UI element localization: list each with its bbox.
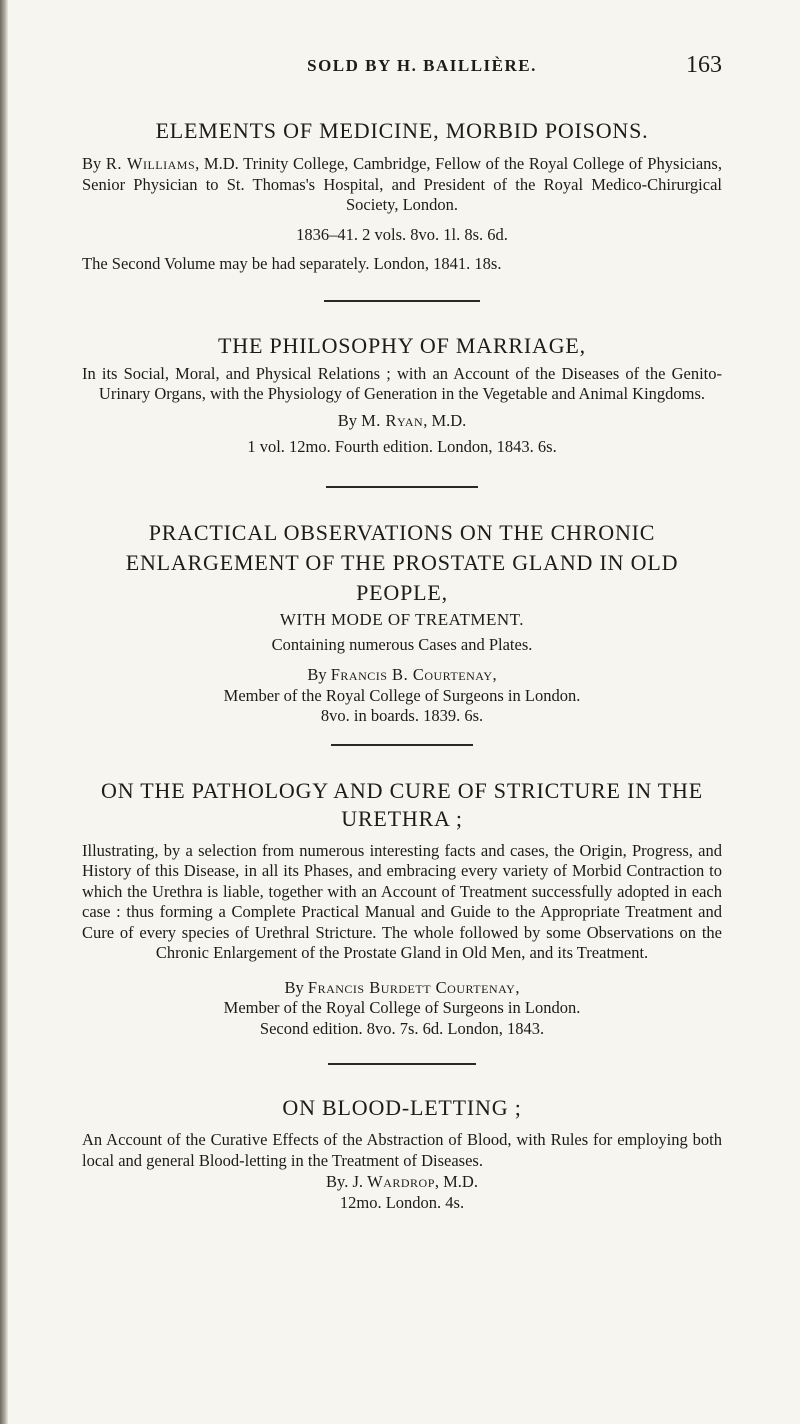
book-entry-elements-of-medicine (82, 117, 722, 275)
section-divider (328, 1063, 476, 1065)
author-credentials: , (492, 665, 497, 684)
book-title: ON THE PATHOLOGY AND CURE OF STRICTURE IN THE URETHRA ; (101, 777, 703, 831)
author-credentials: , M.D. Trinity College, Cambridge, Fellow of the Royal College of Physicians, Senior Physician to St. Thomas's Hospital, and President of the Royal Medico-Chirurgical Society, London. (82, 154, 722, 214)
volume-note: The Second Volume may be had separately. London, 1841. 18s. (82, 254, 502, 273)
author-by: By (307, 665, 331, 684)
author-name: Wardrop (367, 1172, 435, 1191)
book-title: ELEMENTS OF MEDICINE, MORBID POISONS. (155, 118, 649, 143)
book-entry-blood-letting (82, 1094, 722, 1213)
author-by: By (337, 410, 362, 430)
section-divider (324, 300, 480, 302)
section-divider (331, 744, 473, 746)
author-by: By (284, 977, 308, 997)
book-description: An Account of the Curative Effects of the Abstraction of Blood, with Rules for employing both local and general Blood-letting in the Treatment of Diseases. (82, 1130, 722, 1170)
book-subtitle: WITH MODE OF TREATMENT. (279, 609, 525, 629)
author-credentials: , (515, 977, 520, 997)
page-number: 163 (686, 52, 722, 78)
book-description: Illustrating, by a selection from numerous interesting facts and cases, the Origin, Progress, and History of this Disease, in all its Phases, and embracing every variety of Morbid Contraction to which the Urethra is liable, together with an Account of Treatment successfully adopted in each case : thus forming a Complete Practical Manual and Guide to the Appropriate Treatment and Cure of every species of Urethral Stricture. The whole followed by some Observations on the Chronic Enlargement of the Prostate Gland in Old Men, and its Treatment. (82, 840, 722, 962)
publication-details: 1836–41. 2 vols. 8vo. 1l. 8s. 6d. (296, 224, 508, 244)
book-entry-philosophy-of-marriage (82, 332, 722, 458)
book-title: ON BLOOD-LETTING ; (282, 1095, 522, 1120)
author-name: R. Williams (105, 154, 196, 173)
publication-details: 1 vol. 12mo. Fourth edition. London, 1843. 6s. (247, 437, 557, 456)
author-name: Francis Burdett Courtenay (307, 977, 516, 997)
book-description: In its Social, Moral, and Physical Relations ; with an Account of the Diseases of the Genito-Urinary Organs, with the Physiology of Generation in the Vegetable and Animal Kingdoms. (82, 363, 722, 403)
author-line (82, 1172, 722, 1193)
page-gutter-shadow (0, 0, 8, 1424)
running-head-title: SOLD BY H. BAILLIÈRE. (307, 56, 537, 75)
author-credentials: , M.D. (423, 410, 467, 430)
book-title: PRACTICAL OBSERVATIONS ON THE CHRONIC ENLARGEMENT OF THE PROSTATE GLAND IN OLD PEOPLE, (125, 519, 679, 605)
author-line (82, 665, 722, 686)
catalogue-page (82, 52, 722, 1213)
section-divider (326, 486, 478, 488)
author-block (82, 1172, 722, 1213)
author-affiliation: Member of the Royal College of Surgeons in London. (223, 998, 581, 1017)
author-line (82, 411, 722, 432)
author-line (82, 154, 722, 216)
author-name: M. Ryan (361, 410, 424, 430)
book-contents-note: Containing numerous Cases and Plates. (271, 634, 533, 654)
author-affiliation: Member of the Royal College of Surgeons in London. (223, 685, 581, 705)
publication-details: 8vo. in boards. 1839. 6s. (320, 706, 484, 725)
running-head (82, 52, 722, 88)
author-name: Francis B. Courtenay (330, 665, 493, 684)
book-entry-stricture-urethra (82, 777, 722, 1040)
author-line (82, 978, 722, 999)
author-credentials: , M.D. (434, 1172, 478, 1191)
book-title: THE PHILOSOPHY OF MARRIAGE, (218, 332, 586, 358)
author-by: By. J. (326, 1172, 368, 1191)
author-by: By (82, 154, 106, 173)
publication-details: 12mo. London. 4s. (339, 1192, 465, 1212)
book-entry-prostate-gland (82, 518, 722, 727)
publication-details: Second edition. 8vo. 7s. 6d. London, 1843. (259, 1018, 545, 1038)
